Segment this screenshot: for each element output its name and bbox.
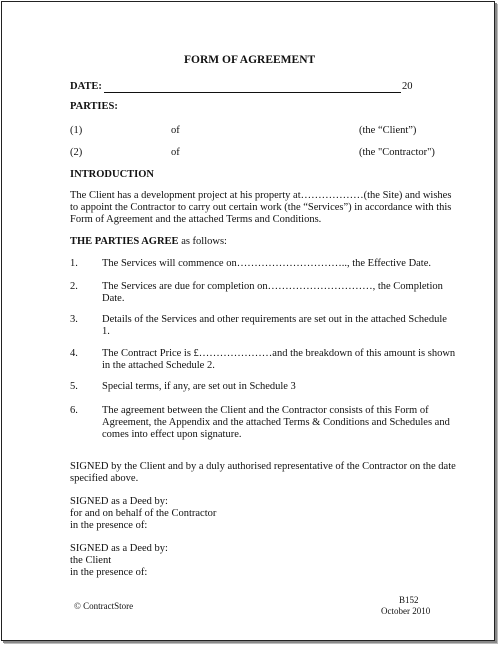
signed-intro-line-2: specified above.	[70, 473, 139, 484]
clause-2-line-1: The Services are due for completion on…………………………, the Completion	[102, 281, 443, 292]
clause-3-number: 3.	[70, 314, 78, 325]
clause-3-line-2: 1.	[102, 326, 110, 337]
parties-agree-bold: THE PARTIES AGREE	[70, 236, 179, 247]
footer-copyright: © ContractStore	[74, 601, 134, 611]
footer-code: B152	[399, 595, 419, 605]
signed-client-line-1: SIGNED as a Deed by:	[70, 543, 168, 554]
clause-6-line-1: The agreement between the Client and the Contractor consists of this Form of	[102, 405, 429, 416]
signed-contractor-line-1: SIGNED as a Deed by:	[70, 496, 168, 507]
document-page	[1, 1, 495, 641]
introduction-line-1: The Client has a development project at his property at………………(the Site) and wishes	[70, 190, 452, 201]
clause-2-number: 2.	[70, 281, 78, 292]
party-1-role: (the “Client”)	[359, 125, 417, 136]
signed-intro-line-1: SIGNED by the Client and by a duly authorised representative of the Contractor on the date	[70, 461, 456, 472]
party-2-of: of	[171, 147, 180, 158]
footer-date: October 2010	[381, 606, 431, 616]
party-1-number: (1)	[70, 125, 83, 136]
parties-agree-heading	[70, 236, 227, 249]
party-1-of: of	[171, 125, 180, 136]
clause-3-line-1: Details of the Services and other requirements are set out in the attached Schedule	[102, 314, 447, 325]
clause-6-number: 6.	[70, 405, 78, 416]
party-2-role: (the "Contractor")	[359, 147, 435, 158]
date-field[interactable]	[104, 81, 401, 93]
signed-contractor-line-3: in the presence of:	[70, 520, 148, 531]
signed-client-line-3: in the presence of:	[70, 567, 148, 578]
introduction-line-3: Form of Agreement and the attached Terms and Conditions.	[70, 214, 322, 225]
signed-contractor-line-2: for and on behalf of the Contractor	[70, 508, 217, 519]
parties-agree-rest: as follows:	[178, 236, 227, 247]
clause-5-line-1: Special terms, if any, are set out in Schedule 3	[102, 381, 296, 392]
date-label: DATE:	[70, 81, 102, 92]
introduction-line-2: to appoint the Contractor to carry out certain work (the “Services”) in accordance with this	[70, 202, 452, 213]
clause-4-line-1: The Contract Price is £…………………and the breakdown of this amount is shown	[102, 348, 456, 359]
clause-4-number: 4.	[70, 348, 78, 359]
clause-6-line-3: comes into effect upon signature.	[102, 429, 242, 440]
document-title: FORM OF AGREEMENT	[184, 54, 316, 66]
date-year-suffix: 20	[402, 81, 413, 92]
signed-client-line-2: the Client	[70, 555, 112, 566]
clause-6-line-2: Agreement, the Appendix and the attached Terms & Conditions and Schedules and	[102, 417, 450, 428]
clause-5-number: 5.	[70, 381, 78, 392]
clause-2-line-2: Date.	[102, 293, 125, 304]
parties-heading: PARTIES:	[70, 101, 118, 112]
introduction-heading: INTRODUCTION	[70, 169, 155, 180]
clause-1-number: 1.	[70, 258, 78, 269]
party-2-number: (2)	[70, 147, 83, 158]
clause-4-line-2: in the attached Schedule 2.	[102, 360, 215, 371]
clause-1-line-1: The Services will commence on………………………….., the Effective Date.	[102, 258, 432, 269]
